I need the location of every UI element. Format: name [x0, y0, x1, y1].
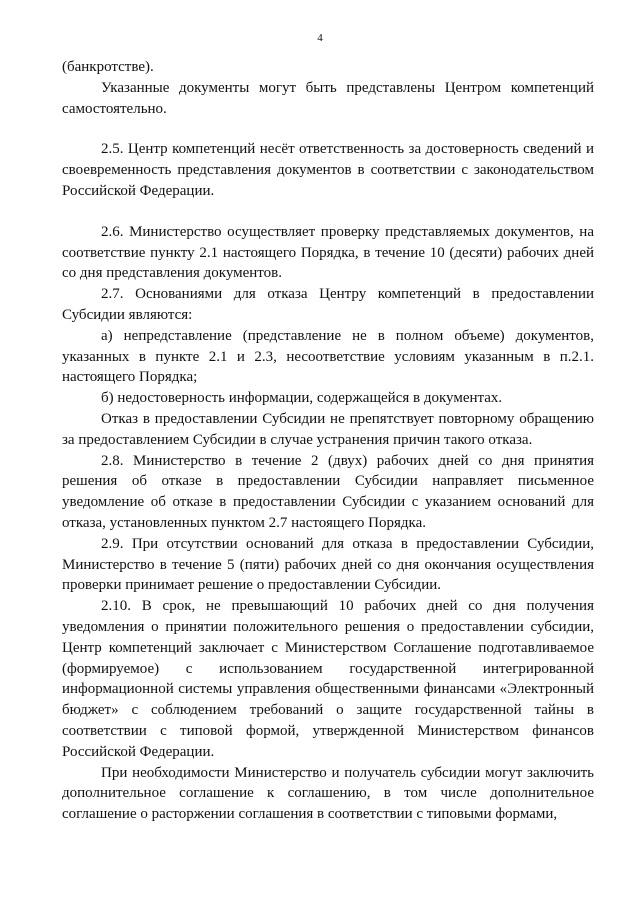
paragraph-2-6: 2.6. Министерство осуществляет проверку представляемых документов, на соответствие пункту 2.1 настоящего Порядка, в течение 10 (десяти) рабочих дней со дня представления документов.	[62, 223, 594, 282]
paragraph-2-7-b: б) недостоверность информации, содержащейся в документах.	[101, 390, 503, 407]
paragraph-documents-note: Указанные документы могут быть представлены Центром компетенций самостоятельно.	[62, 79, 594, 117]
paragraph-2-9: 2.9. При отсутствии оснований для отказа в предоставлении Субсидии, Министерство в течение 5 (пяти) рабочих дней со дня окончания осуществления проверки принимает решение о предоставлении Субсидии.	[62, 535, 594, 594]
paragraph-continuation: (банкротстве).	[62, 59, 154, 75]
page-number: 4	[317, 32, 323, 44]
paragraph-refusal-note: Отказ в предоставлении Субсидии не препятствует повторному обращению за предоставлением Субсидии в случае устранения причин такого отказа.	[62, 410, 594, 448]
paragraph-additional-agreement: При необходимости Министерство и получатель субсидии могут заключить дополнительное соглашение к соглашению, в том числе дополнительное соглашение о расторжении соглашения в соответствии с типовыми формами,	[62, 764, 594, 823]
paragraph-2-7-a: а) непредставление (представление не в полном объеме) документов, указанных в пункте 2.1 и 2.3, несоответствие условиям указанным в п.2.1. настоящего Порядка;	[62, 327, 594, 386]
paragraph-2-7: 2.7. Основаниями для отказа Центру компетенций в предоставлении Субсидии являются:	[62, 286, 594, 323]
paragraph-2-10: 2.10. В срок, не превышающий 10 рабочих дней со дня получения уведомления о принятии положительного решения о предоставлении субсидии, Центр компетенций заключает с Министерством Соглашение подготавливаемое (формируемое) с использованием государственной интегрированной информационной системы управления общественными финансами «Электронный бюджет» с соблюдением требований о защите государственной тайны в соответствии с типовой формой, утвержденной Министерством финансов Российской Федерации.	[62, 598, 594, 760]
paragraph-2-8: 2.8. Министерство в течение 2 (двух) рабочих дней со дня принятия решения об отказе в предоставлении Субсидии направляет письменное уведомление об отказе в предоставлении Субсидии с указанием оснований для отказа, установленных пунктом 2.7 настоящего Порядка.	[62, 452, 594, 531]
document-body	[62, 57, 594, 825]
paragraph-2-5: 2.5. Центр компетенций несёт ответственность за достоверность сведений и своевременность представления документов в соответствии с законодательством Российской Федерации.	[62, 141, 594, 199]
